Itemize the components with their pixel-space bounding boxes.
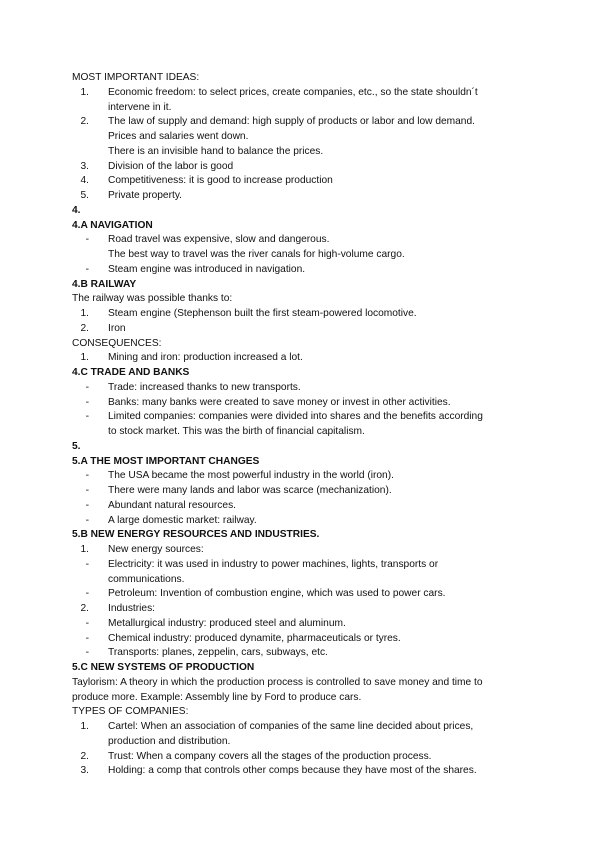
list-marker: -: [85, 647, 89, 659]
list-marker: 1.: [80, 308, 89, 319]
section-number: 5.: [72, 440, 81, 452]
list-text: Competitiveness: it is good to increase production: [108, 175, 333, 187]
list-marker: -: [85, 485, 89, 496]
list-marker: 4.: [80, 175, 89, 187]
taylorism-line: produce more. Example: Assembly line by Ford to produce cars.: [72, 691, 362, 703]
heading-production: 5.C NEW SYSTEMS OF PRODUCTION: [72, 662, 255, 673]
list-item: [72, 750, 532, 765]
list-item: [72, 632, 532, 647]
list-item: [72, 720, 532, 735]
list-text: Division of the labor is good: [108, 160, 234, 172]
list-marker: -: [85, 514, 89, 526]
list-marker: -: [85, 558, 89, 570]
list-item: [72, 189, 532, 204]
list-text: Economic freedom: to select prices, create companies, etc., so the state shouldn´t: [108, 86, 478, 98]
list-item: [72, 410, 532, 425]
list-item: [72, 233, 532, 248]
list-item: [72, 543, 532, 558]
list-marker: 2.: [80, 322, 89, 334]
list-item: [72, 484, 532, 499]
list-text-cont: to stock market. This was the birth of financial capitalism.: [108, 426, 365, 437]
list-item: [72, 469, 532, 484]
list-marker: -: [85, 632, 89, 644]
list-text: Road travel was expensive, slow and dangerous.: [108, 234, 330, 246]
list-item: [72, 764, 532, 779]
list-marker: 2.: [80, 750, 89, 762]
list-text: Transports: planes, zeppelin, cars, subways, etc.: [108, 647, 328, 659]
list-marker: 1.: [80, 721, 89, 732]
list-text: Industries:: [108, 603, 155, 614]
list-text: Banks: many banks were created to save money or invest in other activities.: [108, 396, 451, 408]
list-text-cont: production and distribution.: [108, 735, 231, 747]
list-item: [72, 307, 532, 322]
list-marker: 5.: [80, 190, 89, 201]
list-marker: -: [85, 470, 89, 482]
list-text: New energy sources:: [108, 544, 204, 555]
list-text: Steam engine was introduced in navigation.: [108, 263, 306, 275]
list-item: [72, 160, 532, 175]
list-marker: -: [85, 234, 89, 246]
list-text: Abundant natural resources.: [108, 499, 236, 511]
list-text-cont: There is an invisible hand to balance the prices.: [108, 145, 324, 157]
list-text: Private property.: [108, 190, 182, 201]
list-text: Electricity: it was used in industry to power machines, lights, transports or: [108, 558, 439, 570]
heading-changes: 5.A THE MOST IMPORTANT CHANGES: [72, 455, 260, 467]
list-text: Holding: a comp that controls other comps because they have most of the shares.: [108, 765, 477, 777]
heading-energy: 5.B NEW ENERGY RESOURCES AND INDUSTRIES.: [72, 529, 320, 541]
list-text: Iron: [108, 322, 126, 334]
list-marker: -: [85, 381, 89, 393]
list-marker: -: [85, 499, 89, 511]
list-marker: -: [85, 396, 89, 408]
document-page: [72, 71, 532, 779]
list-marker: -: [85, 617, 89, 629]
list-item: [72, 115, 532, 130]
list-item: [72, 499, 532, 514]
list-item: [72, 351, 532, 366]
list-item: [72, 174, 532, 189]
list-text: Limited companies: companies were divided into shares and the benefits according: [108, 411, 483, 423]
list-item: [72, 263, 532, 278]
consequences-title: CONSEQUENCES:: [72, 337, 162, 349]
list-text: A large domestic market: railway.: [108, 514, 257, 526]
list-text-cont: communications.: [108, 573, 185, 585]
list-text-cont: Prices and salaries went down.: [108, 131, 249, 142]
list-item: [72, 602, 532, 617]
list-item: [72, 558, 532, 573]
list-marker: 1.: [80, 86, 89, 98]
list-item: [72, 587, 532, 602]
list-text: There were many lands and labor was scarce (mechanization).: [108, 485, 392, 496]
list-marker: -: [85, 411, 89, 423]
types-title: TYPES OF COMPANIES:: [72, 706, 189, 718]
list-text: Mining and iron: production increased a lot.: [108, 352, 303, 364]
list-text: Steam engine (Stephenson built the first steam-powered locomotive.: [108, 308, 417, 319]
railway-intro: The railway was possible thanks to:: [72, 293, 233, 305]
list-marker: 2.: [80, 603, 89, 614]
list-marker: 1.: [80, 544, 89, 555]
list-marker: 2.: [80, 116, 89, 128]
list-text: Cartel: When an association of companies of the same line decided about prices,: [108, 721, 474, 732]
list-text: Petroleum: Invention of combustion engine, which was used to power cars.: [108, 588, 446, 600]
heading-trade-banks: 4.C TRADE AND BANKS: [72, 367, 190, 378]
taylorism-line: Taylorism: A theory in which the production process is controlled to save money and time to: [72, 676, 483, 688]
list-item: [72, 381, 532, 396]
list-text: The law of supply and demand: high supply of products or labor and low demand.: [108, 116, 475, 128]
list-item: [72, 646, 532, 661]
heading-railway: 4.B RAILWAY: [72, 278, 137, 290]
list-item: [72, 396, 532, 411]
ideas-title: MOST IMPORTANT IDEAS:: [72, 72, 200, 83]
list-text: Trade: increased thanks to new transports.: [108, 381, 301, 393]
list-marker: 1.: [80, 352, 89, 364]
list-text: Chemical industry: produced dynamite, pharmaceuticals or tyres.: [108, 632, 401, 644]
list-marker: 3.: [80, 765, 89, 777]
list-marker: 3.: [80, 160, 89, 172]
list-item: [72, 514, 532, 529]
list-marker: -: [85, 588, 89, 600]
ideas-list: [72, 86, 532, 204]
list-text-cont: The best way to travel was the river canals for high-volume cargo.: [108, 249, 405, 260]
list-text: Trust: When a company covers all the stages of the production process.: [108, 750, 432, 762]
list-text: The USA became the most powerful industry in the world (iron).: [108, 470, 394, 482]
section-number: 4.: [72, 204, 81, 216]
heading-navigation: 4.A NAVIGATION: [72, 219, 153, 231]
list-text: Metallurgical industry: produced steel and aluminum.: [108, 617, 346, 629]
list-item: [72, 322, 532, 337]
list-item: [72, 617, 532, 632]
list-item: [72, 86, 532, 101]
list-marker: -: [85, 263, 89, 275]
list-text-cont: intervene in it.: [108, 101, 172, 113]
